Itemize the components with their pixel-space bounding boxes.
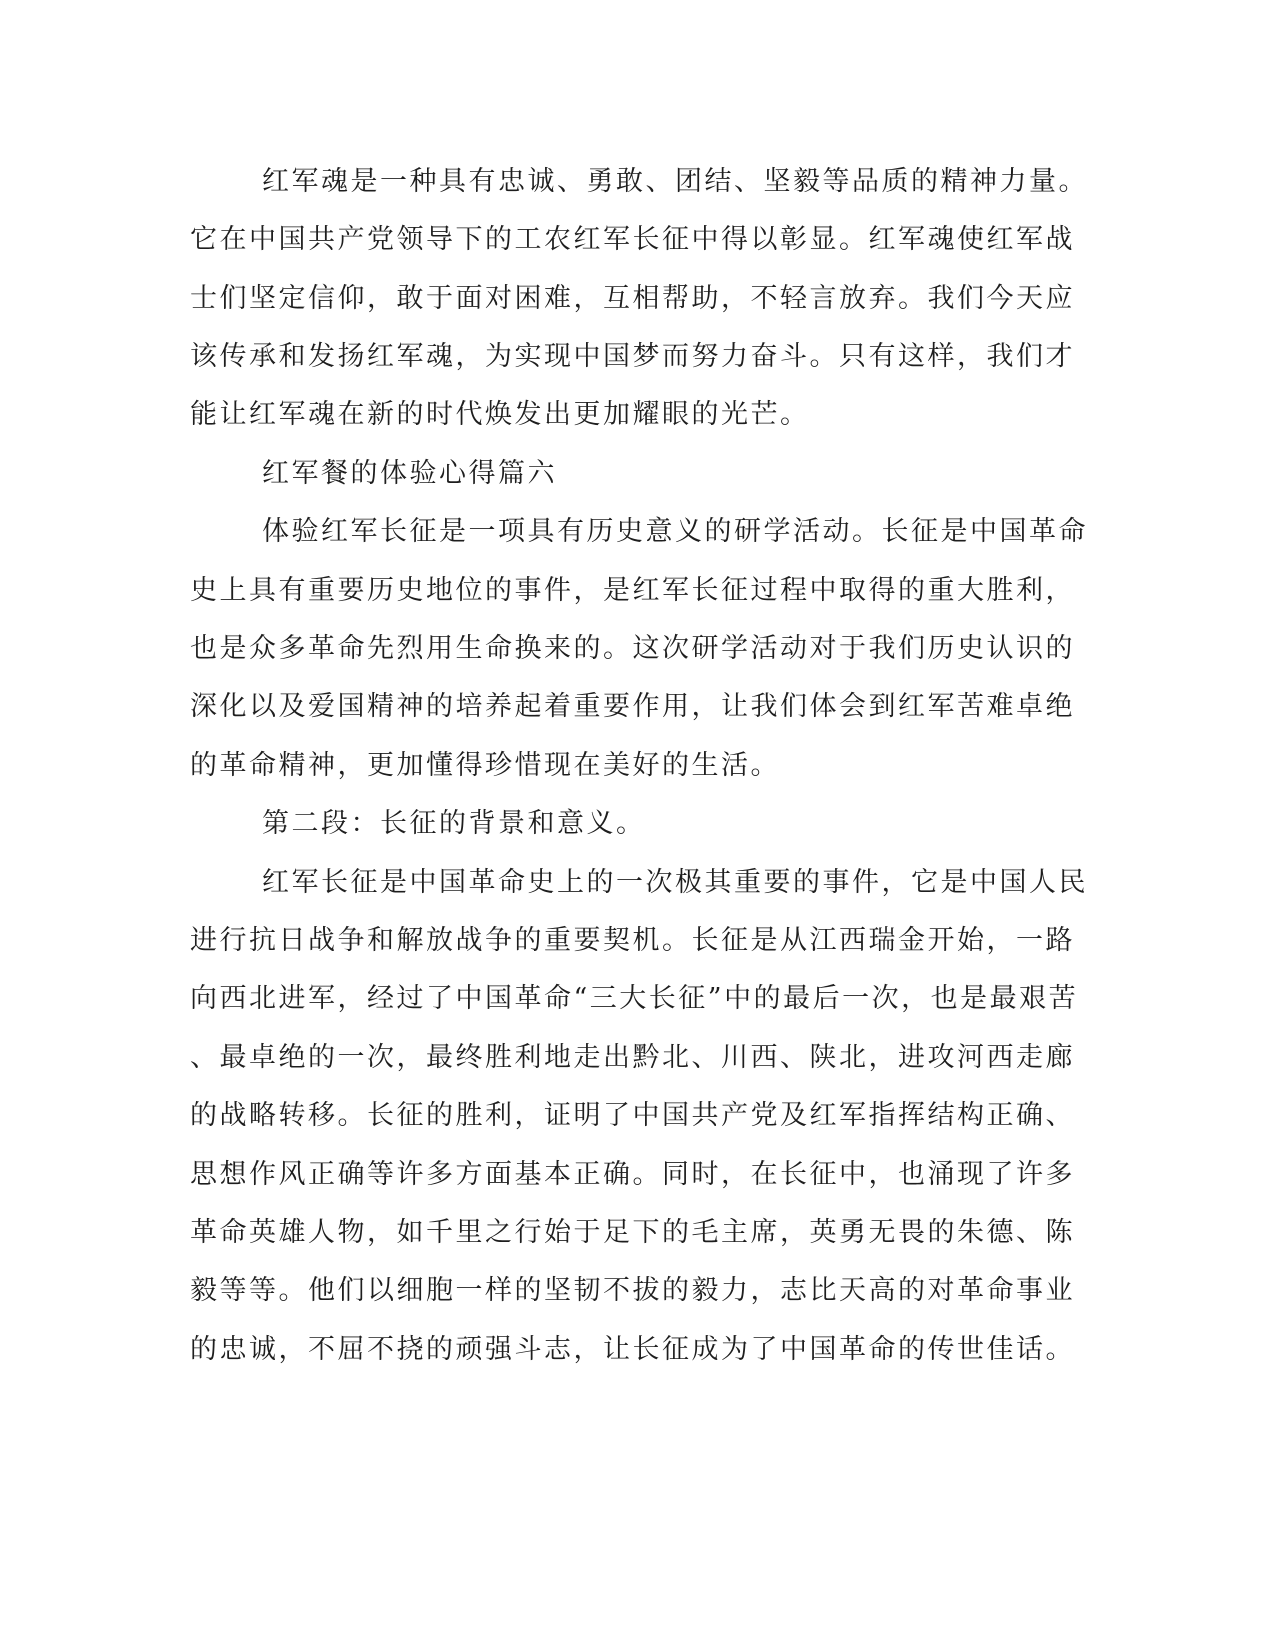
paragraph-3-line-5: 的战略转移。长征的胜利，证明了中国共产党及红军指挥结构正确、: [190, 1100, 1075, 1131]
paragraph-3-line-7: 革命英雄人物，如千里之行始于足下的毛主席，英勇无畏的朱德、陈: [190, 1217, 1075, 1248]
section-heading: 红军餐的体验心得篇六: [262, 458, 557, 489]
paragraph-3-line-3: 向西北进军，经过了中国革命“三大长征”中的最后一次，也是最艰苦: [190, 983, 1079, 1014]
paragraph-2-line-5: 的革命精神，更加懂得珍惜现在美好的生活。: [190, 750, 780, 781]
paragraph-3-line-8: 毅等等。他们以细胞一样的坚韧不拔的毅力，志比天高的对革命事业: [190, 1275, 1075, 1306]
paragraph-2-line-1: 体验红军长征是一项具有历史意义的研学活动。长征是中国革命: [262, 516, 1088, 547]
paragraph-1-line-1: 红军魂是一种具有忠诚、勇敢、团结、坚毅等品质的精神力量。: [262, 166, 1088, 197]
paragraph-3-line-9: 的忠诚，不屈不挠的顽强斗志，让长征成为了中国革命的传世佳话。: [190, 1334, 1075, 1365]
paragraph-2-line-2: 史上具有重要历史地位的事件，是红军长征过程中取得的重大胜利，: [190, 575, 1075, 606]
paragraph-3-line-1: 红军长征是中国革命史上的一次极其重要的事件，它是中国人民: [262, 867, 1088, 898]
paragraph-2-line-4: 深化以及爱国精神的培养起着重要作用，让我们体会到红军苦难卓绝: [190, 691, 1075, 722]
paragraph-3-line-6: 思想作风正确等许多方面基本正确。同时，在长征中，也涌现了许多: [190, 1159, 1075, 1190]
subsection-heading: 第二段：长征的背景和意义。: [262, 808, 646, 839]
paragraph-1-line-2: 它在中国共产党领导下的工农红军长征中得以彰显。红军魂使红军战: [190, 224, 1075, 255]
paragraph-1-line-5: 能让红军魂在新的时代焕发出更加耀眼的光芒。: [190, 399, 810, 430]
paragraph-1-line-4: 该传承和发扬红军魂，为实现中国梦而努力奋斗。只有这样，我们才: [190, 341, 1075, 372]
paragraph-1-line-3: 士们坚定信仰，敢于面对困难，互相帮助，不轻言放弃。我们今天应: [190, 283, 1075, 314]
paragraph-3-line-2: 进行抗日战争和解放战争的重要契机。长征是从江西瑞金开始，一路: [190, 925, 1075, 956]
paragraph-3-line-4: 、最卓绝的一次，最终胜利地走出黔北、川西、陕北，进攻河西走廊: [190, 1042, 1075, 1073]
paragraph-2-line-3: 也是众多革命先烈用生命换来的。这次研学活动对于我们历史认识的: [190, 633, 1075, 664]
